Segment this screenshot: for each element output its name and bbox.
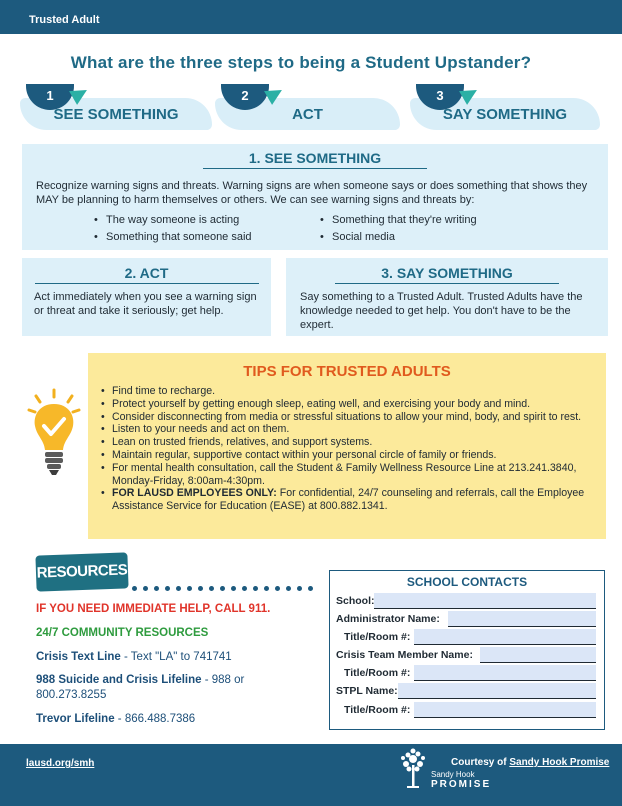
- list-item: • Something that someone said: [92, 229, 252, 246]
- stpl-title-room-field[interactable]: [414, 702, 596, 718]
- emergency-notice: IF YOU NEED IMMEDIATE HELP, CALL 911.: [36, 603, 271, 615]
- header-tag: Trusted Adult: [29, 14, 100, 26]
- list-item: • Listen to your needs and act on them.: [100, 423, 596, 436]
- page-title: What are the three steps to being a Student Upstander?: [70, 53, 532, 72]
- list-item: • Find time to recharge.: [100, 385, 596, 398]
- act-card: [22, 258, 271, 336]
- employee-notice-text: For confidential, 24/7 counseling and referrals, call the Employee Assistance Service for Education (EASE) at 800.882.1341.: [112, 487, 585, 513]
- card-text: Say something to a Trusted Adult. Trusted Adults have the knowledge needed to get help. You don't have to be the expert.: [300, 291, 583, 331]
- tips-list: [100, 385, 596, 513]
- contact-row-administrator: [336, 611, 598, 627]
- list-item: • Social media: [318, 229, 477, 246]
- resource-name: Trevor Lifeline: [36, 713, 115, 725]
- list-item: • The way someone is acting: [92, 212, 252, 229]
- contact-row-stpl-room: [336, 702, 598, 718]
- tips-title: TIPS FOR TRUSTED ADULTS: [243, 363, 451, 380]
- contact-row-crisis-team: [336, 647, 598, 663]
- bullet-list-left: [92, 212, 252, 246]
- list-item: • Lean on trusted friends, relatives, and support systems.: [100, 436, 596, 449]
- step-label: SEE SOMETHING: [53, 106, 179, 123]
- tips-box: [88, 353, 606, 539]
- step-number: 2: [221, 84, 269, 110]
- dotted-divider: [132, 578, 322, 584]
- resource-detail: - 988 or 800.273.8255: [36, 674, 245, 701]
- contact-row-stpl: [336, 683, 598, 699]
- courtesy-prefix: Courtesy of: [451, 757, 510, 768]
- footer-bar: [0, 744, 622, 806]
- step-tab-3: [410, 84, 600, 130]
- resource-item: [36, 650, 276, 665]
- title-underline: [335, 283, 559, 284]
- list-item: • Protect yourself by getting enough sleep, eating well, and exercising your body and mind.: [100, 398, 596, 411]
- sandy-hook-link[interactable]: Sandy Hook Promise: [509, 757, 610, 768]
- step-tab-2: [215, 84, 400, 130]
- stpl-name-field[interactable]: [398, 683, 596, 699]
- card-title: 2. ACT: [124, 265, 169, 281]
- field-label: Title/Room #:: [344, 704, 411, 716]
- contacts-title: SCHOOL CONTACTS: [406, 575, 528, 589]
- school-contacts-form: [329, 570, 605, 730]
- resource-name: Crisis Text Line: [36, 651, 121, 663]
- list-item: • Consider disconnecting from media or stressful situations to allow your mind, body, and spirit to rest.: [100, 411, 596, 424]
- resource-detail: - Text "LA" to 741741: [120, 651, 232, 663]
- field-label: Crisis Team Member Name:: [336, 649, 473, 661]
- logo-text-small: Sandy Hook: [431, 770, 475, 779]
- resource-item: [36, 712, 276, 727]
- card-title: 1. SEE SOMETHING: [248, 150, 382, 166]
- step-number: 1: [26, 84, 74, 110]
- say-something-card: [286, 258, 608, 336]
- card-title: 3. SAY SOMETHING: [381, 265, 513, 281]
- crisis-team-member-field[interactable]: [480, 647, 596, 663]
- contact-row-school: [336, 593, 598, 609]
- card-text: Act immediately when you see a warning sign or threat and take it seriously; get help.: [34, 291, 257, 317]
- title-underline: [203, 168, 427, 169]
- contact-row-crisis-room: [336, 665, 598, 681]
- administrator-name-field[interactable]: [448, 611, 596, 627]
- step-number: 3: [416, 84, 464, 110]
- step-label: ACT: [292, 106, 323, 123]
- step-tab-1: [20, 84, 212, 130]
- list-item: • Maintain regular, supportive contact within your personal circle of family or friends.: [100, 449, 596, 462]
- field-label: Administrator Name:: [336, 613, 440, 625]
- resource-name: 988 Suicide and Crisis Lifeline: [36, 674, 202, 686]
- community-resources-heading: 24/7 COMMUNITY RESOURCES: [36, 627, 209, 639]
- contact-row-admin-room: [336, 629, 598, 645]
- header-bar: [0, 0, 622, 34]
- field-label: STPL Name:: [336, 685, 398, 697]
- crisis-title-room-field[interactable]: [414, 665, 596, 681]
- footer-link[interactable]: lausd.org/smh: [26, 758, 95, 769]
- lightbulb-icon: [27, 388, 81, 484]
- list-item: • Something that they're writing: [318, 212, 477, 229]
- resource-item: [36, 673, 276, 703]
- admin-title-room-field[interactable]: [414, 629, 596, 645]
- step-label: SAY SOMETHING: [442, 106, 568, 123]
- employee-notice-label: FOR LAUSD EMPLOYEES ONLY:: [112, 487, 277, 500]
- resources-badge: RESOURCES: [35, 552, 128, 591]
- logo-text-big: PROMISE: [431, 779, 492, 790]
- see-something-card: [22, 144, 608, 250]
- field-label: Title/Room #:: [344, 667, 411, 679]
- bullet-list-right: [318, 212, 477, 246]
- school-field[interactable]: [374, 593, 596, 609]
- title-underline: [35, 283, 259, 284]
- field-label: Title/Room #:: [344, 631, 411, 643]
- card-text: Recognize warning signs and threats. Warning signs are when someone says or does something that shows they MAY be planning to harm themselves or others. We can see warning signs and threats by:: [36, 180, 588, 206]
- list-item: • For mental health consultation, call the Student & Family Wellness Resource Line at 213.241.3840, Monday-Friday, 8:00am-4:30pm.: [100, 462, 596, 488]
- list-item: [100, 487, 596, 513]
- resource-detail: - 866.488.7386: [114, 713, 196, 725]
- field-label: School:: [336, 595, 375, 607]
